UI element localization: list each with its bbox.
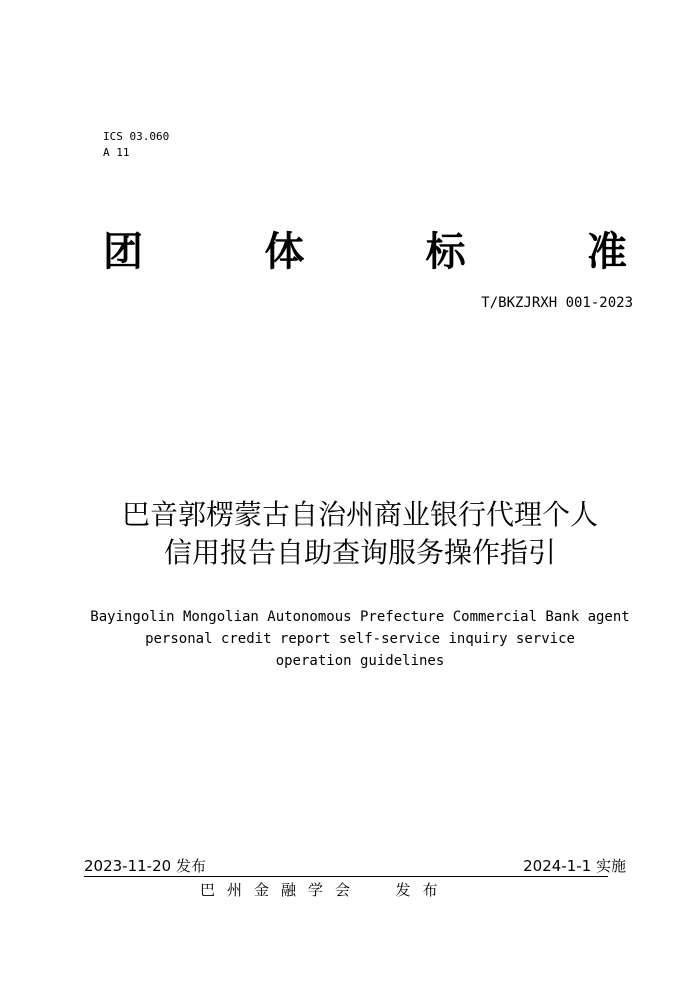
classification-codes bbox=[103, 129, 169, 161]
publisher: 巴州金融学会 发布 bbox=[200, 881, 450, 899]
footer-divider bbox=[84, 876, 608, 877]
document-type-heading bbox=[103, 228, 627, 276]
ics-code: ICS 03.060 bbox=[103, 130, 170, 143]
ccs-code: A 11 bbox=[103, 146, 130, 159]
doc-type-char: 团 bbox=[103, 229, 143, 275]
chinese-title-line: 巴音郭楞蒙古自治州商业银行代理个人 bbox=[121, 498, 598, 531]
chinese-title bbox=[70, 496, 650, 572]
doc-type-char: 准 bbox=[586, 229, 627, 275]
english-title: Bayingolin Mongolian Autonomous Prefecture Commercial Bank agent personal credit report self-service inquiry service operation guidelines bbox=[90, 609, 630, 669]
doc-type-char: 标 bbox=[425, 229, 466, 275]
issue-date: 2023-11-20 发布 bbox=[84, 857, 206, 875]
doc-type-char: 体 bbox=[264, 229, 305, 275]
chinese-title-line: 信用报告自助查询服务操作指引 bbox=[163, 536, 556, 569]
implementation-date: 2024-1-1 实施 bbox=[523, 857, 626, 875]
standard-number: T/BKZJRXH 001-2023 bbox=[481, 295, 633, 311]
